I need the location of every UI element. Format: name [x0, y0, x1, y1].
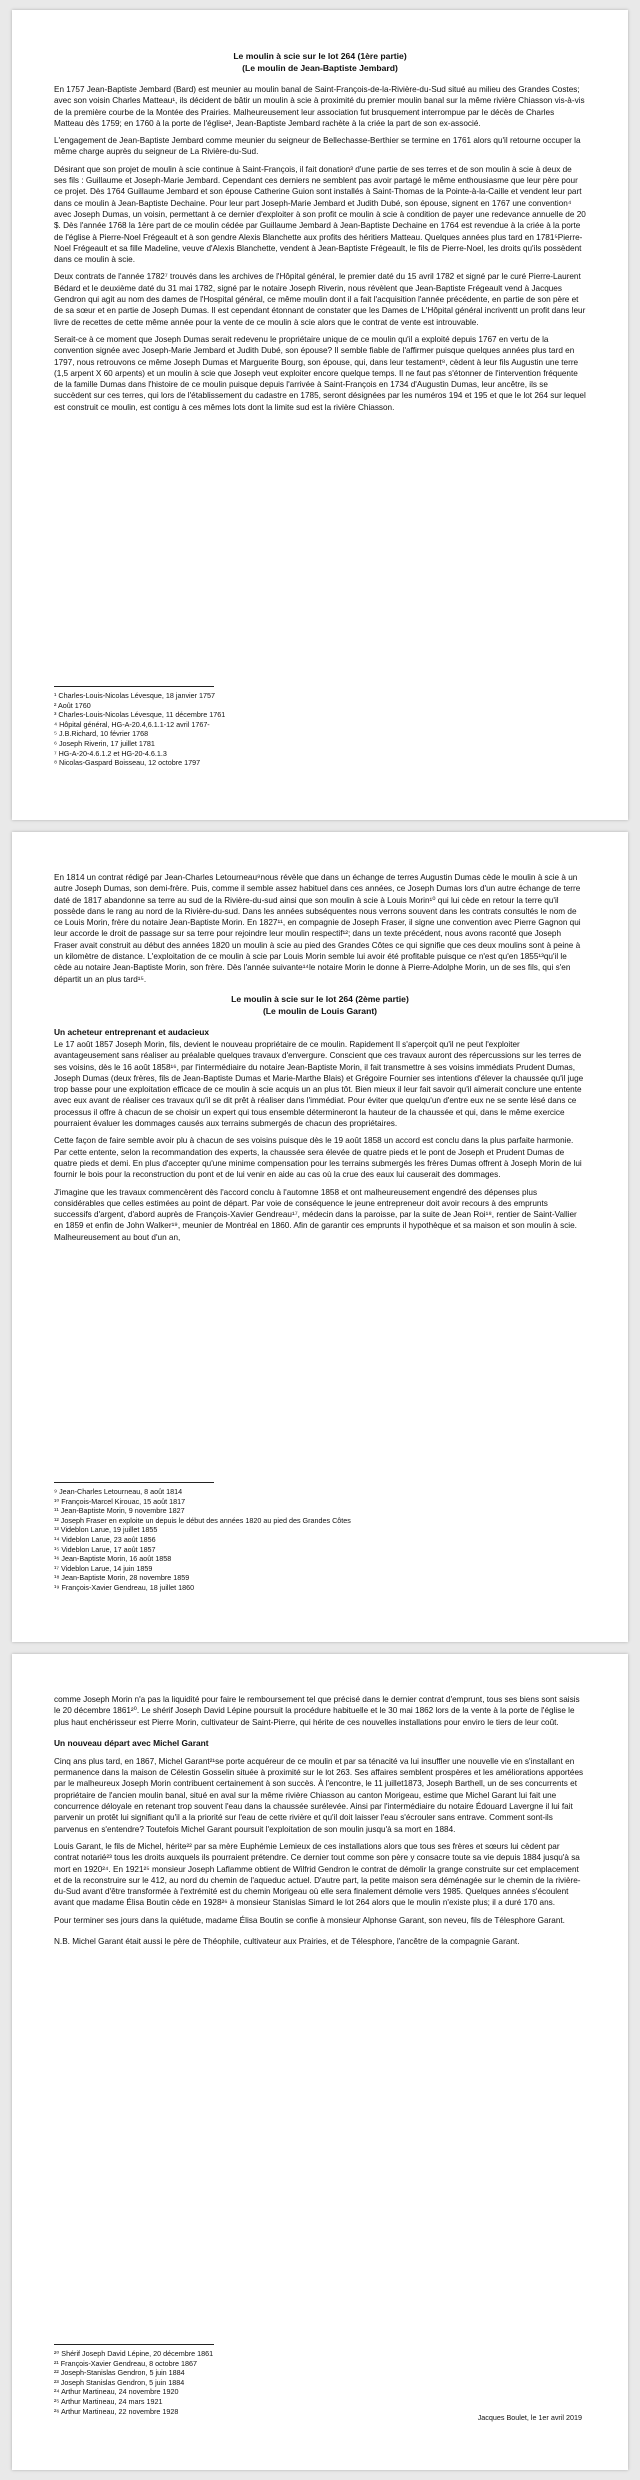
page2-title: [54, 993, 586, 1017]
footnote-rule: [54, 1482, 214, 1483]
page1-title-line-1: Le moulin à scie sur le lot 264 (1ère partie): [233, 51, 407, 61]
footnote: ¹¹ Jean-Baptiste Morin, 9 novembre 1827: [54, 1506, 185, 1516]
document-page-3: [12, 1654, 628, 2470]
page2-subheading: Un acheteur entreprenant et audacieux: [54, 1026, 209, 1037]
page2-paragraph: Le 17 août 1857 Joseph Morin, fils, devient le nouveau propriétaire de ce moulin. Rapidement Il s'aperçoit qu'il ne peut l'exploiter avantageusement sans réaliser au préalable quelques travaux d'envergure. Conscient que ces travaux auront des répercussions sur les terres de ses voisins, dès le 16 août 1858¹⁶, par l'intermédiaire du notaire Jean-Baptiste Morin, il fait transmettre à ses voisins immédiats Prudent Dumas, Joseph Dumas (deux frères, fils de Jean-Baptiste Dumas et Marie-Marthe Blais) et Grégoire Fournier ses intentions d'élever la chaussée qu'il juge trop basse pour une exploitation efficace de ce moulin à scie acquis un an plus tôt. Bien mieux il leur fait savoir qu'il aimerait conclure une entente avec eux avant de réaliser ces travaux qu'il se dit prêt à réaliser dans l'immédiat. Pour éviter que quelqu'un d'entre eux ne se sente lésé dans ce processus il offre à chacun de se choisir un expert qui tous ensemble détermineront la hauteur de la chaussée et qui, dans le même exercice pourraient évaluer les dommages causés aux terrains submergés de chacun des propriétaires.: [54, 1039, 584, 1129]
document-page-1: [12, 10, 628, 820]
footnote: ¹⁶ Jean-Baptiste Morin, 16 août 1858: [54, 1554, 172, 1564]
footnote: ¹⁴ Videblon Larue, 23 août 1856: [54, 1534, 156, 1544]
page2-paragraph: Cette façon de faire semble avoir plu à chacun de ses voisins puisque dès le 19 août 1858 un accord est conclu dans la plus parfaite harmonie. Par cette entente, selon la recommandation des experts, la chaussée sera élevée de quatre pieds et le pont de Joseph et Prudent Dumas de quatre pieds et demi. En plus d'accepter qu'une minime compensation pour les terrains submergés les frères Dumas offrent à Joseph Morin de lui fournir le bois pour la reconstruction du pont et de lui venir en aide au cas où la crue des eaux lui causerait des dommages.: [54, 1136, 582, 1180]
footnote: ⁹ Jean-Charles Letourneau, 8 août 1814: [54, 1487, 183, 1496]
page2-title-line-1: Le moulin à scie sur le lot 264 (2ème partie): [231, 993, 409, 1004]
footnote: ²⁶ Arthur Martineau, 22 novembre 1928: [54, 2406, 179, 2416]
footnote: ²¹ François-Xavier Gendreau, 8 octobre 1867: [54, 2358, 198, 2368]
page2-title-line-2: (Le moulin de Louis Garant): [262, 1005, 378, 1016]
page3-paragraph: Louis Garant, le fils de Michel, hérite²² par sa mère Euphémie Lemieux de ces installations alors que tous ses frères et sœurs lui cèdent par contrat notarié²³ tous les droits auxquels ils pourraient prétendre. Ce dernier tout comme son père y consacre toute sa vie depuis 1884 jusqu'à sa mort en 1920²⁴. En 1921²⁵ monsieur Joseph Laflamme obtient de Wilfrid Gendron le contrat de démolir la grange construite sur cet emplacement et de la reconstruire sur le 412, au nord du chemin de l'aqueduc actuel. D'autre part, la petite maison sera déménagée sur le chemin de la rivière-du-Sud avant d'être transformée à l'extrémité est du chemin Morigeau où elle sera finalement démolie vers 1985. Quelques années s'écoulent avant que madame Élisa Boutin cède en 1928²⁶ à monsieur Stanislas Simard le lot 264 alors que le moulin n'existe plus; il a duré 170 ans.: [54, 1841, 581, 1908]
footnote: ⁷ HG-A-20-4.6.1.2 et HG-20-4.6.1.3: [54, 748, 167, 758]
footnote-rule: [54, 2344, 214, 2345]
footnote: ¹³ Videblon Larue, 19 juillet 1855: [54, 1525, 158, 1535]
footnote: ²⁵ Arthur Martineau, 24 mars 1921: [54, 2396, 163, 2406]
footnote-rule: [54, 686, 214, 687]
footnote: ³ Charles-Louis-Nicolas Lévesque, 11 décembre 1761: [54, 710, 226, 720]
page1-paragraph: Désirant que son projet de moulin à scie continue à Saint-François, il fait donation³ d'une partie de ses terres et de son moulin à scie à deux de ses fils : Guillaume et Joseph-Marie Jembard. Cependant ces derniers ne semblent pas avoir partagé le même enthousiasme que leur père pour ce projet. Dès 1764 Guillaume Jembard et son épouse Catherine Guion sont installés à Saint-Thomas de la Pointe-à-la-Caille et vendent leur part dans ce moulin à Jean-Baptiste Dechaine. Pour leur part Joseph-Marie Jembard et Judith Dubé, son épouse, signent en 1767 une convention⁴ avec Joseph Dumas, un voisin, permettant à ce dernier d'exploiter à son profit ce moulin à scie à condition de payer une redevance annuelle de 20 $. Dès l'année 1768 la 1ère part de ce moulin cédée par Guillaume Jembard à Jean-Baptiste Dechaine en 1764 est revendue à la criée à la porte de l'église à Pierre-Noel Frégeault et à son gendre Alexis Blanchette aux profits des héritiers Matteau. Quelques années plus tard en 1781⁵Pierre-Noel Frégeault et sa fille Madeline, veuve d'Alexis Blanchette, vendent à Jean-Baptiste Frégeault, le fils de Pierre-Noel, les droits qu'ils possèdent dans ce moulin à scie.: [54, 164, 586, 265]
footnote: ²⁰ Shérif Joseph David Lépine, 20 décembre 1861: [54, 2349, 214, 2358]
page1-title-line-2: (Le moulin de Jean-Baptiste Jembard): [242, 63, 398, 73]
footnote: ⁴ Hôpital général, HG-A-20.4,6.1.1-12 avril 1767-: [54, 719, 210, 729]
footnote: ¹⁷ Videblon Larue, 14 juin 1859: [54, 1563, 153, 1573]
page3-paragraph: N.B. Michel Garant était aussi le père de Théophile, cultivateur aux Prairies, et de Télesphore, l'ancêtre de la compagnie Garant.: [54, 1937, 520, 1947]
page2-paragraph: J'imagine que les travaux commencèrent dès l'accord conclu à l'automne 1858 et ont malheureusement engendré des dépenses plus considérables que celles estimées au point de départ. Par voie de conséquence le jeune entrepreneur doit avoir recours à des emprunts successifs d'argent, d'abord auprès de François-Xavier Gendreau¹⁷, médecin dans la paroisse, par la suite de Jean Roi¹⁸, rentier de Saint-Vallier en 1859 et enfin de John Walker¹⁹, meunier de Montréal en 1860. Afin de garantir ces emprunts il hypothèque et sa maison et son moulin à scie. Malheureusement au bout d'un an,: [54, 1187, 577, 1242]
footnote: ⁵ J.B.Richard, 10 février 1768: [54, 729, 149, 739]
page3-footnotes: [54, 2344, 586, 2416]
page1-footnotes: [54, 686, 586, 768]
page1-paragraph: L'engagement de Jean-Baptiste Jembard comme meunier du seigneur de Bellechasse-Berthier se termine en 1761 alors qu'il retourne occuper la même charge auprès du seigneur de La Rivière-du-Sud.: [54, 136, 581, 157]
page3-intro: comme Joseph Morin n'a pas la liquidité pour faire le remboursement tel que précisé dans le dernier contrat d'emprunt, tous ses biens sont saisis le 20 décembre 1861²⁰. Le shérif Joseph David Lépine poursuit la procédure habituelle et le 30 mai 1862 lors de la vente à la porte de l'église le plus haut enchérisseur est Pierre Morin, cultivateur de Saint-Pierre, qui hérite de ces nouvelles installations pour enviro le tiers de leur coût.: [54, 1695, 580, 1727]
footnote: ²² Joseph-Stanislas Gendron, 5 juin 1884: [54, 2368, 185, 2378]
footnote: ² Août 1760: [54, 700, 91, 710]
page1-paragraph: En 1757 Jean-Baptiste Jembard (Bard) est meunier au moulin banal de Saint-François-de-la-Rivière-du-Sud situé au milieu des Grandes Costes; avec son voisin Charles Matteau¹, ils décident de bâtir un moulin à scie à proximité du premier moulin banal sur la même rivière Chiasson vis-à-vis de la première courbe de la Montée des Prairies. Malheureusement leur association fut brusquement interrompue par le décès de Charles Matteau dès 1759; en 1760 à la porte de l'église², Jean-Baptiste Jembard rachète à la criée la part de son ex-associé.: [54, 85, 585, 128]
footnote: ¹⁵ Videblon Larue, 17 août 1857: [54, 1544, 156, 1554]
page3-paragraph: Pour terminer ses jours dans la quiétude, madame Élisa Boutin se confie à monsieur Alphonse Garant, son neveu, fils de Télesphore Garant.: [54, 1915, 565, 1925]
page1-paragraph: Deux contrats de l'année 1782⁷ trouvés dans les archives de l'Hôpital général, le premier daté du 15 avril 1782 et signé par le curé Pierre-Laurent Bédard et le deuxième daté du 31 mai 1782, signé par le notaire Joseph Riverin, nous révèlent que Jean-Baptiste Frégeault vend à Jacques Gendron qui agit au nom des dames de l'Hospital général, ce même moulin dont il a fait l'acquisition l'année précédente, en partie de son père et de sa sœur et en partie de Joseph Dumas. Il est cependant étonnant de constater que les Dames de L'Hôpital général incriventt un profit dans leur livre de recettes de cette même année pour la vente de ce moulin à scie alors que le contrat de vente est introuvable.: [54, 272, 586, 327]
footnote: ¹⁰ François-Marcel Kirouac, 15 août 1817: [54, 1496, 186, 1506]
page1-title: [54, 50, 586, 74]
page2-intro: En 1814 un contrat rédigé par Jean-Charles Letourneau⁹nous révèle que dans un échange de terres Augustin Dumas cède le moulin à scie à un autre Joseph Dumas, son demi-frère. Puis, comme il semble assez habituel dans ces années, ce Joseph Dumas lors d'un autre échange de terre daté de 1817 abandonne sa terre au sud de la Rivière-du-sud ainsi que son moulin à scie à Louis Morin¹⁰ qui lui cède en retour la terre qu'il possède dans le rang au nord de la Rivière-du-sud. Dans les années subséquentes nous verrons souvent dans les contrats consultés le nom de ce Louis Morin, frère du notaire Jean-Baptiste Morin. En 1827¹¹, en compagnie de Joseph Fraser, il signe une convention avec Pierre Gagnon qui leur accorde le droit de passage sur sa terre pour rejoindre leur moulin respectif¹²; dans un texte précédent, nous avons raconté que Joseph Fraser avait construit au début des années 1820 un moulin à scie au pied des Grandes Côtes ce qui signifie que ces deux moulins sont à peine à un kilomètre de distance. L'exploitation de ce moulin à scie par Louis Morin semble lui avoir été profitable puisque ce n'est qu'en 1855¹³qu'il le cède au notaire Jean-Baptiste Morin, son frère. Dès l'année suivante¹⁴le notaire Morin le donne à Pierre-Adolphe Morin, un de ses fils, qui s'en départit un an plus tard¹⁵.: [54, 873, 581, 984]
page1-paragraph: Serait-ce à ce moment que Joseph Dumas serait redevenu le propriétaire unique de ce moulin qu'il a exploité depuis 1767 en vertu de la convention signée avec Joseph-Marie Jembard et Judith Dubé, son épouse? Il semble fiable de l'affirmer puisque quelques années plus tard en 1797, nous retrouvons ce même Joseph Dumas et Marguerite Bourg, son épouse, qui, dans leur testament⁸, cèdent à leur fils Augustin une terre (1,5 arpent X 60 arpents) et un moulin à scie que Joseph veut exploiter encore quelque temps. Il ne faut pas s'étonner de l'intervention fréquente de la famille Dumas dans l'histoire de ce moulin puisque depuis l'arrivée à Saint-François en 1734 d'Augustin Dumas, leur ancêtre, ils se succèdent sur ces terres, qui lors de l'établissement du cadastre en 1785, seront désignées par les numéros 194 et 195 et que le lot 264 sur lequel est construit ce moulin, est contigu à ces mêmes lots dont la limite sud est la rivière Chiasson.: [54, 334, 586, 412]
footnote: ²³ Joseph Stanislas Gendron, 5 juin 1884: [54, 2377, 185, 2387]
footnote: ⁸ Nicolas-Gaspard Boisseau, 12 octobre 1797: [54, 758, 201, 768]
footnote: ¹ Charles-Louis-Nicolas Lévesque, 18 janvier 1757: [54, 691, 216, 700]
page3-subheading: Un nouveau départ avec Michel Garant: [54, 1737, 209, 1748]
page3-paragraph: Cinq ans plus tard, en 1867, Michel Garant²¹se porte acquéreur de ce moulin et par sa ténacité va lui insuffler une nouvelle vie en s'installant en permanence dans la maison de Célestin Gosselin située à proximité sur le lot 263. Ses affaires semblent prospères et les améliorations apportées par le malheureux Joseph Morin contribuent certainement à son succès. À l'encontre, le 11 juillet1873, Joseph Barthell, un de ses concurrents et propriétaire de l'ancien moulin banal, situé en aval sur la même rivière Chiasson au canton Morigeau, estime que Michel Garant lui fait une concurrence déloyale en retenant trop souvent l'eau dans la chaussée surélevée. Ainsi par l'intermédiaire du notaire Édouard Lavergne il lui fait parvenir un protêt lui signifiant qu'il a la priorité sur l'eau de cette rivière et qu'il doit laisser l'eau s'écrouler sans entrave. Comment sont-ils parvenus en s'entendre? Toutefois Michel Garant poursuit l'exploitation de son moulin jusqu'à sa mort en 1884.: [54, 1756, 584, 1834]
signature: Jacques Boulet, le 1er avril 2019: [477, 2413, 582, 2422]
footnote: ⁶ Joseph Riverin, 17 juillet 1781: [54, 738, 155, 748]
page2-footnotes: [54, 1482, 586, 1593]
footnote: ²⁴ Arthur Martineau, 24 novembre 1920: [54, 2387, 179, 2397]
footnote: ¹⁸ Jean-Baptiste Morin, 28 novembre 1859: [54, 1573, 190, 1583]
footnote: ¹² Joseph Fraser en exploite un depuis le début des années 1820 au pied des Grandes Côtes: [54, 1515, 351, 1525]
document-page-2: [12, 832, 628, 1642]
footnote: ¹⁹ François-Xavier Gendreau, 18 juillet 1860: [54, 1582, 195, 1592]
